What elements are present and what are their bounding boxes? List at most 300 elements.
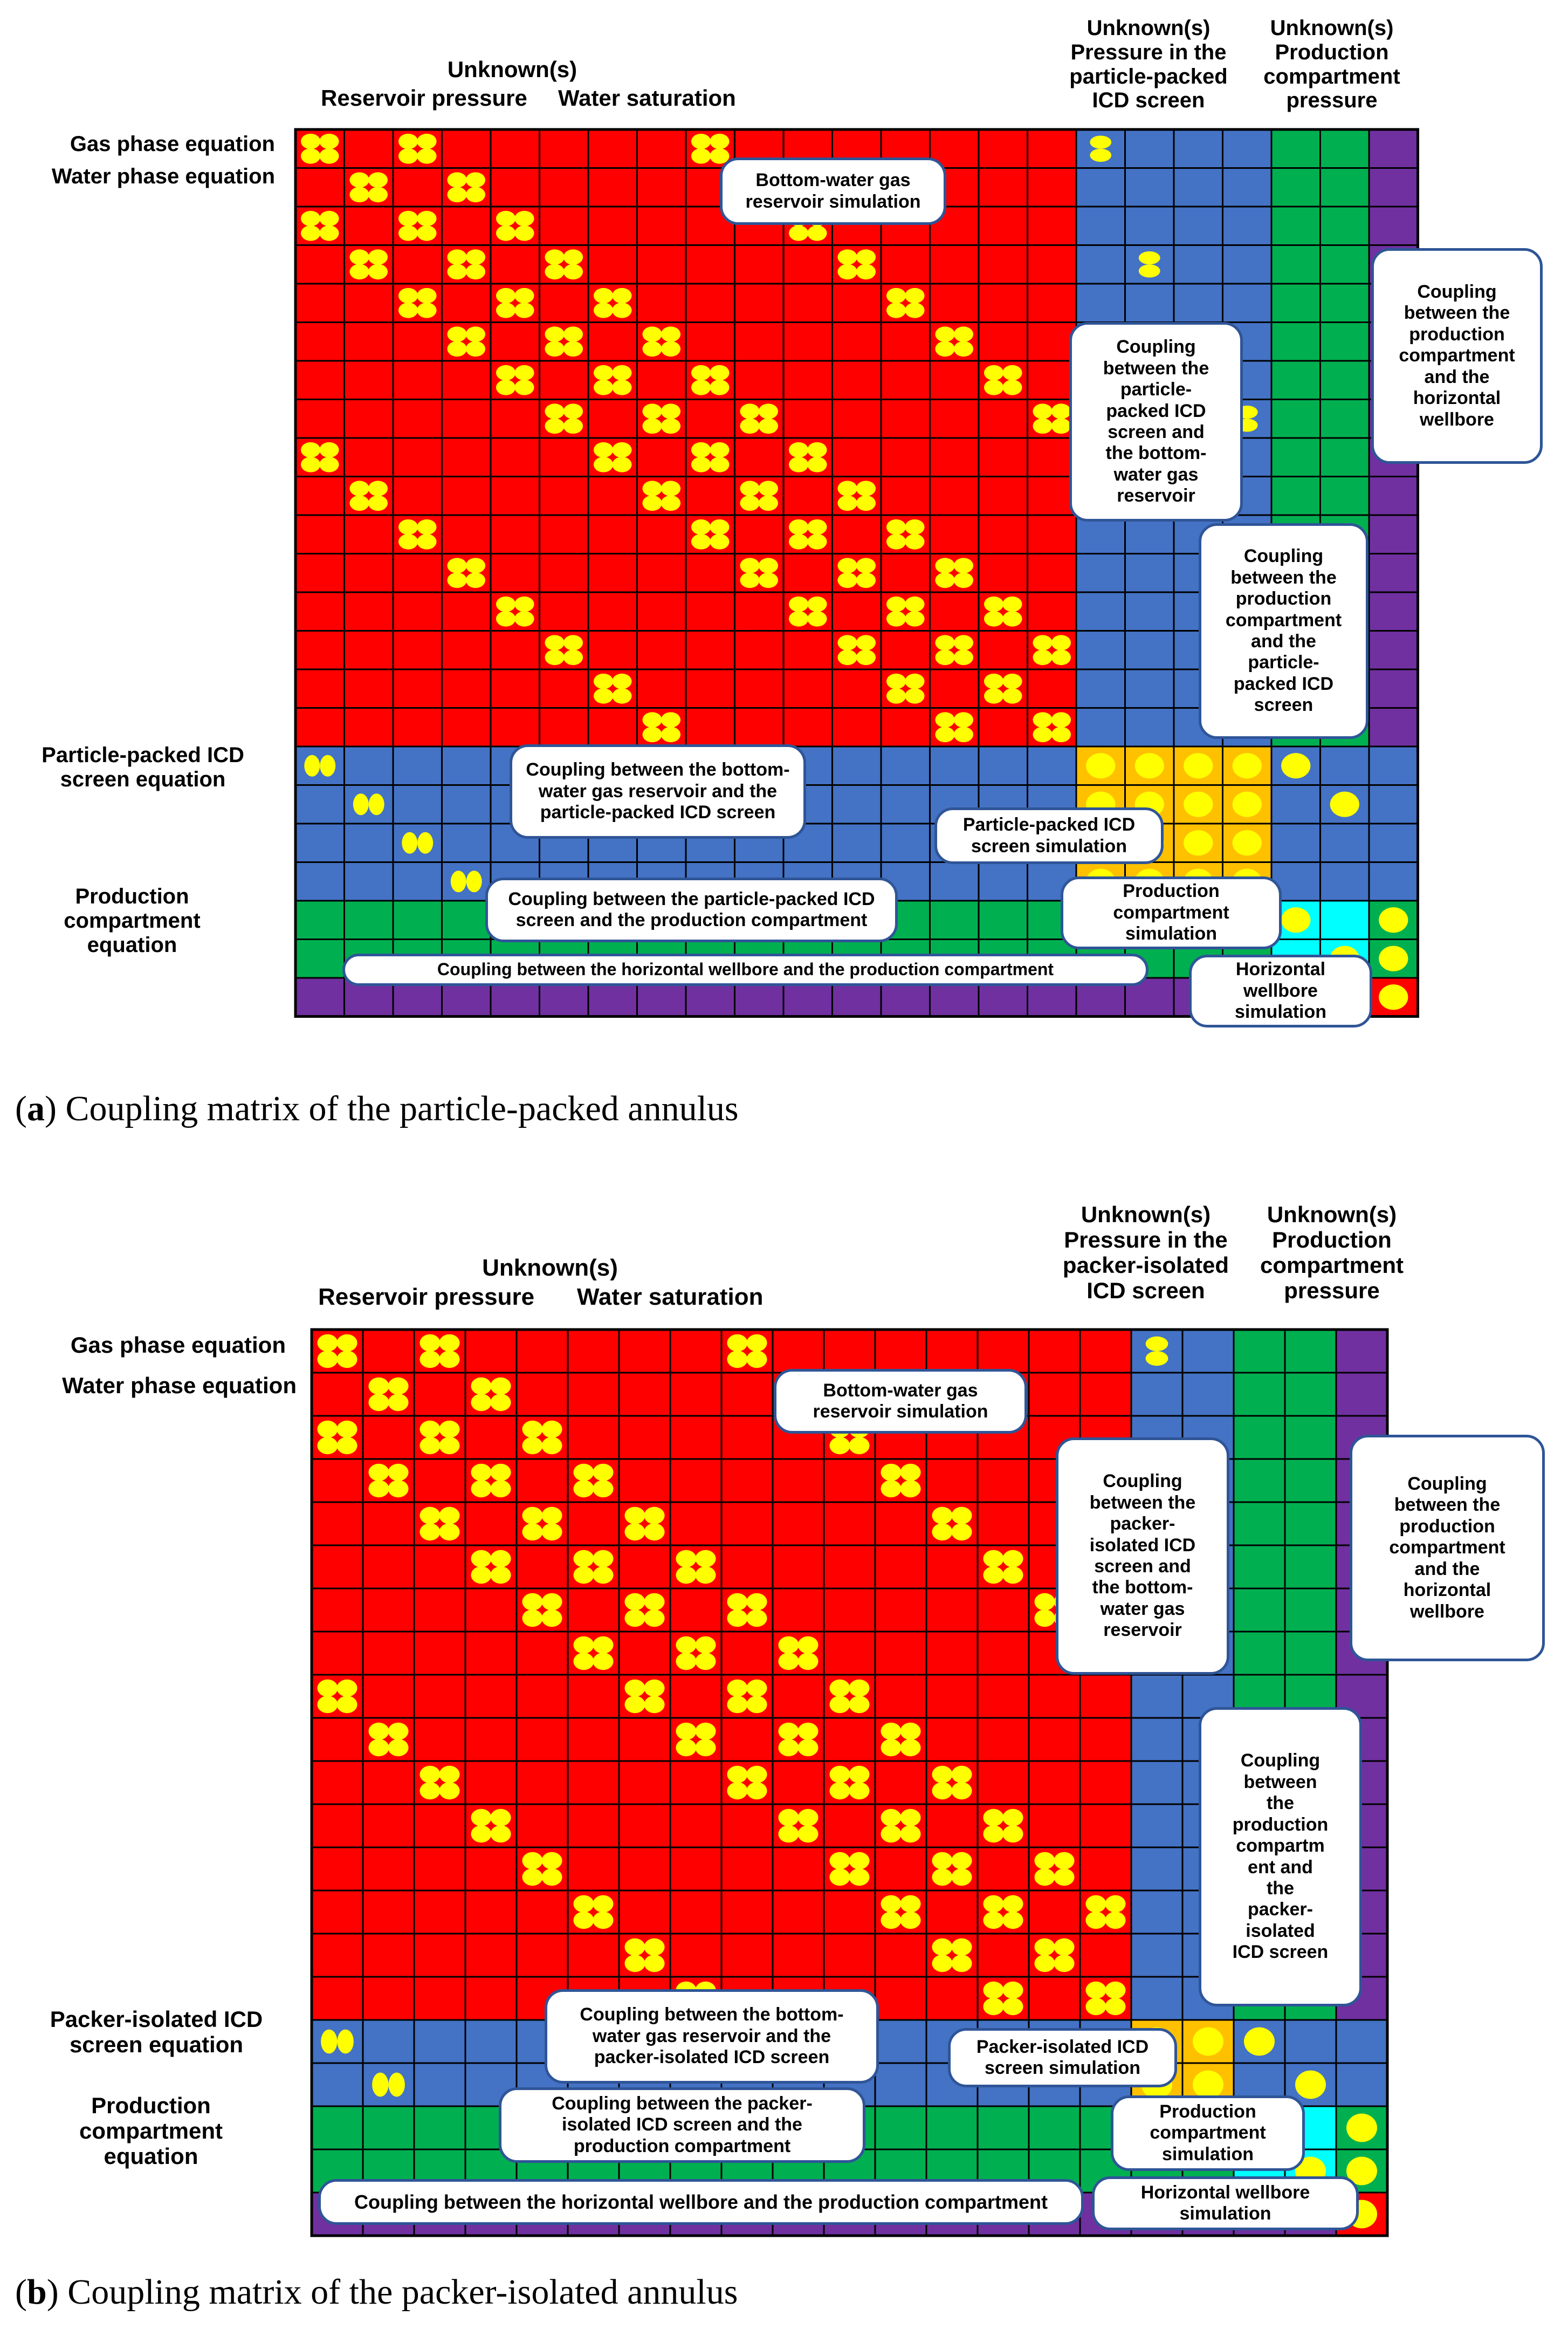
matrix-cell (783, 477, 833, 516)
matrix-cell (875, 1502, 926, 1545)
matrix-cell (824, 1934, 875, 1977)
nonzero-marker (983, 1809, 1003, 1826)
nonzero-marker (491, 1566, 511, 1584)
nonzero-marker (881, 1895, 901, 1913)
matrix-cell (1125, 708, 1174, 747)
matrix-cell (363, 1761, 414, 1804)
nonzero-marker (624, 1507, 645, 1524)
matrix-cell (442, 477, 491, 516)
caption-text-b: Coupling matrix of the packer-isolated annulus (67, 2272, 738, 2312)
matrix-cell (824, 1675, 875, 1718)
nonzero-marker (447, 172, 466, 188)
matrix-cell (588, 207, 637, 245)
matrix-cell (686, 477, 735, 516)
matrix-cell (465, 1761, 517, 1804)
matrix-cell (783, 708, 833, 747)
nonzero-marker (676, 1636, 696, 1654)
matrix-cell (465, 1330, 517, 1373)
matrix-cell (619, 1330, 670, 1373)
matrix-cell (1131, 1804, 1182, 1847)
nonzero-marker (573, 1895, 594, 1913)
nonzero-marker (710, 442, 729, 458)
matrix-cell (1028, 129, 1077, 168)
nonzero-marker (644, 1593, 665, 1611)
nonzero-marker (849, 1437, 870, 1454)
matrix-cell (491, 631, 540, 670)
nonzero-marker (829, 1852, 850, 1869)
nonzero-marker (1034, 1609, 1055, 1627)
nonzero-marker (881, 1825, 901, 1842)
nonzero-marker (798, 1636, 819, 1654)
nonzero-marker (759, 573, 778, 588)
nonzero-marker (691, 442, 711, 458)
matrix-cell (312, 2106, 363, 2149)
nonzero-marker (983, 1825, 1003, 1842)
matrix-cell (783, 438, 833, 477)
matrix-cell (930, 554, 979, 593)
nonzero-marker (691, 365, 711, 381)
matrix-cell (875, 2106, 926, 2149)
nonzero-marker (856, 496, 876, 511)
nonzero-marker (593, 1912, 614, 1929)
matrix-cell (414, 1416, 465, 1459)
nonzero-marker (983, 1895, 1003, 1913)
nonzero-marker (319, 148, 339, 164)
nonzero-marker (1003, 1550, 1023, 1567)
nonzero-marker (759, 496, 778, 511)
nonzero-marker (1003, 1566, 1023, 1584)
nonzero-marker (900, 1912, 921, 1929)
nonzero-marker (1002, 380, 1022, 395)
matrix-cell (442, 323, 491, 361)
nonzero-marker (1244, 2027, 1275, 2056)
nonzero-marker (661, 496, 680, 511)
nonzero-marker (778, 1825, 799, 1842)
matrix-cell (1029, 1330, 1080, 1373)
matrix-cell (875, 1718, 926, 1761)
matrix-cell (1131, 1675, 1182, 1718)
matrix-cell (875, 1761, 926, 1804)
matrix-cell (875, 1330, 926, 1373)
header-water-saturation: Water saturation (558, 85, 736, 111)
matrix-cell (1029, 1718, 1080, 1761)
callout-screen-simulation: Particle-packed ICD screen simulation (934, 807, 1164, 864)
matrix-cell (295, 323, 345, 361)
nonzero-marker (417, 148, 436, 164)
nonzero-marker (807, 534, 827, 550)
matrix-cell (1080, 1977, 1131, 2020)
nonzero-marker (496, 365, 515, 381)
callout-compartment-simulation: Production compartment simulation (1111, 2095, 1305, 2171)
nonzero-marker (368, 1723, 389, 1740)
matrix-cell (588, 477, 637, 516)
matrix-cell (881, 515, 930, 554)
matrix-cell (1369, 746, 1418, 785)
matrix-cell (619, 1934, 670, 1977)
nonzero-marker (829, 1696, 850, 1713)
matrix-cell (833, 477, 882, 516)
matrix-cell (686, 284, 735, 323)
matrix-cell (295, 168, 345, 207)
nonzero-marker (983, 1982, 1003, 1999)
matrix-cell (1223, 284, 1272, 323)
nonzero-marker (954, 573, 973, 588)
matrix-cell (517, 1588, 568, 1632)
matrix-cell (824, 1502, 875, 1545)
nonzero-marker (593, 1464, 614, 1481)
matrix-cell (363, 1588, 414, 1632)
matrix-cell (979, 400, 1028, 439)
matrix-cell (686, 323, 735, 361)
matrix-cell (345, 862, 394, 901)
matrix-cell (637, 245, 686, 284)
nonzero-marker (661, 403, 680, 419)
matrix-cell (442, 901, 491, 940)
nonzero-marker (337, 1334, 357, 1352)
matrix-cell (637, 323, 686, 361)
nonzero-marker (563, 419, 583, 434)
nonzero-marker (935, 635, 954, 650)
matrix-cell (721, 1761, 773, 1804)
nonzero-marker (417, 534, 436, 550)
matrix-cell (465, 1934, 517, 1977)
nonzero-marker (837, 481, 857, 496)
nonzero-marker (417, 288, 436, 304)
matrix-cell (926, 1890, 978, 1934)
matrix-cell (735, 400, 784, 439)
nonzero-marker (984, 597, 1003, 612)
matrix-cell (1369, 669, 1418, 708)
matrix-cell (363, 1632, 414, 1675)
nonzero-marker (1033, 635, 1052, 650)
nonzero-marker (398, 225, 418, 241)
matrix-cell (491, 129, 540, 168)
matrix-cell (1285, 1588, 1336, 1632)
matrix-cell (1080, 1847, 1131, 1890)
matrix-cell (978, 1502, 1029, 1545)
nonzero-marker (759, 419, 778, 434)
nonzero-marker (417, 211, 436, 227)
matrix-cell (517, 1459, 568, 1502)
nonzero-marker (849, 1680, 870, 1697)
nonzero-marker (829, 1766, 850, 1783)
matrix-cell (517, 1632, 568, 1675)
caption-b: (b) Coupling matrix of the packer-isolated annulus (15, 2272, 738, 2312)
nonzero-marker (837, 635, 857, 650)
matrix-cell (568, 1934, 619, 1977)
matrix-cell (442, 245, 491, 284)
nonzero-marker (514, 225, 534, 241)
matrix-cell (1369, 129, 1418, 168)
nonzero-marker (691, 457, 711, 472)
matrix-cell (393, 631, 442, 670)
nonzero-marker (983, 1550, 1003, 1567)
nonzero-marker (642, 326, 662, 342)
caption-letter-b: b (26, 2272, 47, 2312)
matrix-cell (637, 361, 686, 400)
matrix-cell (1336, 1373, 1387, 1416)
nonzero-marker (935, 341, 954, 357)
nonzero-marker (545, 326, 564, 342)
matrix-cell (881, 746, 930, 785)
nonzero-marker (727, 1351, 747, 1368)
matrix-cell (517, 1890, 568, 1934)
nonzero-marker (471, 1394, 491, 1411)
matrix-cell (442, 708, 491, 747)
header-compartment-unknowns: Unknown(s) Production compartment pressure (1263, 16, 1400, 113)
matrix-cell (670, 1416, 721, 1459)
matrix-cell (979, 245, 1028, 284)
matrix-cell (345, 323, 394, 361)
matrix-cell (783, 554, 833, 593)
callout-reservoir-simulation: Bottom-water gas reservoir simulation (720, 157, 946, 225)
matrix-cell (1028, 554, 1077, 593)
matrix-cell (345, 129, 394, 168)
callout-compartment-wellbore-coupling: Coupling between the production compartment and the horizontal wellbore (1371, 248, 1543, 464)
matrix-cell (773, 1330, 824, 1373)
matrix-cell (1028, 207, 1077, 245)
nonzero-marker (419, 1507, 440, 1524)
matrix-cell (1369, 207, 1418, 245)
matrix-cell (686, 515, 735, 554)
matrix-cell (686, 708, 735, 747)
nonzero-marker (368, 1480, 389, 1497)
matrix-cell (1080, 1330, 1131, 1373)
nonzero-marker (644, 1523, 665, 1540)
matrix-cell (1271, 323, 1321, 361)
matrix-cell (1285, 1416, 1336, 1459)
nonzero-marker (691, 534, 711, 550)
matrix-cell (783, 284, 833, 323)
nonzero-marker (900, 1464, 921, 1481)
nonzero-marker (491, 1378, 511, 1395)
nonzero-marker (984, 688, 1003, 704)
matrix-cell (414, 1502, 465, 1545)
matrix-cell (979, 168, 1028, 207)
nonzero-marker (710, 519, 729, 535)
nonzero-marker (856, 635, 876, 650)
nonzero-marker (1184, 792, 1213, 817)
nonzero-marker (301, 225, 320, 241)
nonzero-marker (856, 249, 876, 265)
matrix-cell (414, 1675, 465, 1718)
matrix-cell (1028, 669, 1077, 708)
matrix-cell (588, 361, 637, 400)
nonzero-marker (612, 442, 631, 458)
matrix-cell (721, 1847, 773, 1890)
nonzero-marker (388, 1739, 409, 1756)
nonzero-marker (952, 1868, 972, 1886)
callout-screen-compartment-coupling: Coupling between the packer- isolated ICD screen and the production compartment (499, 2087, 865, 2163)
matrix-cell (540, 631, 589, 670)
nonzero-marker (514, 303, 534, 318)
matrix-cell (295, 669, 345, 708)
matrix-cell (978, 1675, 1029, 1718)
matrix-cell (393, 901, 442, 940)
nonzero-marker (573, 1653, 594, 1670)
nonzero-marker (759, 481, 778, 496)
nonzero-marker (594, 365, 613, 381)
nonzero-marker (727, 1782, 747, 1799)
nonzero-marker (349, 249, 369, 265)
nonzero-marker (417, 832, 433, 854)
matrix-cell (414, 1977, 465, 2020)
matrix-cell (1321, 168, 1370, 207)
matrix-cell (414, 1330, 465, 1373)
matrix-cell (881, 438, 930, 477)
matrix-cell (670, 1459, 721, 1502)
matrix-cell (442, 746, 491, 785)
matrix-cell (1285, 1545, 1336, 1588)
nonzero-marker (881, 1723, 901, 1740)
matrix-cell (783, 245, 833, 284)
matrix-cell (881, 284, 930, 323)
matrix-cell (568, 1847, 619, 1890)
matrix-cell (824, 1330, 875, 1373)
matrix-cell (491, 592, 540, 631)
matrix-cell (926, 1545, 978, 1588)
matrix-cell (833, 245, 882, 284)
nonzero-marker (932, 1766, 952, 1783)
matrix-cell (312, 2063, 363, 2106)
matrix-cell (345, 669, 394, 708)
nonzero-marker (522, 1609, 542, 1627)
nonzero-marker (1233, 830, 1262, 855)
matrix-cell (568, 1416, 619, 1459)
matrix-cell (930, 284, 979, 323)
matrix-cell (1336, 1330, 1387, 1373)
matrix-cell (686, 438, 735, 477)
nonzero-marker (900, 1895, 921, 1913)
nonzero-marker (368, 172, 388, 188)
nonzero-marker (1139, 251, 1160, 264)
matrix-cell (517, 1373, 568, 1416)
matrix-cell (345, 207, 394, 245)
matrix-cell (1029, 1675, 1080, 1718)
matrix-cell (1125, 284, 1174, 323)
matrix-cell (1321, 400, 1370, 439)
matrix-cell (568, 1330, 619, 1373)
matrix-cell (540, 669, 589, 708)
nonzero-marker (594, 674, 613, 689)
matrix-cell (540, 284, 589, 323)
nonzero-marker (1193, 2027, 1223, 2056)
matrix-cell (686, 361, 735, 400)
matrix-cell (930, 592, 979, 631)
nonzero-marker (593, 1653, 614, 1670)
nonzero-marker (368, 496, 388, 511)
nonzero-marker (954, 712, 973, 728)
matrix-cell (491, 245, 540, 284)
nonzero-marker (447, 326, 466, 342)
nonzero-marker (573, 1480, 594, 1497)
callout-wellbore-simulation: Horizontal wellbore simulation (1189, 955, 1372, 1027)
nonzero-marker (727, 1766, 747, 1783)
matrix-cell (312, 1330, 363, 1373)
matrix-cell (979, 669, 1028, 708)
nonzero-marker (676, 1723, 696, 1740)
nonzero-marker (1105, 1895, 1126, 1913)
nonzero-marker (789, 457, 808, 472)
nonzero-marker (317, 1421, 338, 1438)
nonzero-marker (368, 187, 388, 203)
nonzero-marker (807, 442, 827, 458)
nonzero-marker (1054, 1868, 1075, 1886)
matrix-cell (1234, 1545, 1285, 1588)
matrix-cell (491, 438, 540, 477)
nonzero-marker (905, 519, 924, 535)
matrix-cell (393, 400, 442, 439)
matrix-cell (517, 1675, 568, 1718)
nonzero-marker (984, 380, 1003, 395)
callout-screen-compartment-coupling: Coupling between the particle-packed ICD screen and the production compartment (485, 878, 898, 942)
matrix-cell (491, 207, 540, 245)
matrix-cell (1076, 207, 1125, 245)
nonzero-marker (1085, 1998, 1106, 2015)
matrix-cell (926, 1502, 978, 1545)
matrix-cell (930, 400, 979, 439)
matrix-cell (721, 1804, 773, 1847)
nonzero-marker (496, 611, 515, 627)
matrix-cell (735, 245, 784, 284)
matrix-cell (1321, 361, 1370, 400)
nonzero-marker (881, 1809, 901, 1826)
nonzero-marker (1051, 419, 1071, 434)
nonzero-marker (624, 1593, 645, 1611)
matrix-cell (1174, 168, 1223, 207)
matrix-cell (619, 1632, 670, 1675)
nonzero-marker (1281, 753, 1310, 778)
matrix-cell (491, 554, 540, 593)
matrix-cell (881, 245, 930, 284)
nonzero-marker (419, 1351, 440, 1368)
nonzero-marker (471, 1378, 491, 1395)
nonzero-marker (886, 688, 906, 704)
nonzero-marker (727, 1593, 747, 1611)
matrix-cell (1131, 1330, 1182, 1373)
matrix-cell (465, 1977, 517, 2020)
nonzero-marker (935, 558, 954, 573)
nonzero-marker (881, 1480, 901, 1497)
matrix-cell (978, 1545, 1029, 1588)
matrix-cell (442, 284, 491, 323)
nonzero-marker (881, 1912, 901, 1929)
matrix-cell (442, 785, 491, 824)
matrix-cell (637, 438, 686, 477)
matrix-cell (881, 477, 930, 516)
nonzero-marker (319, 211, 339, 227)
nonzero-marker (856, 264, 876, 280)
matrix-cell (1223, 129, 1272, 168)
nonzero-marker (952, 1782, 972, 1799)
matrix-cell (345, 824, 394, 862)
matrix-cell (295, 785, 345, 824)
matrix-cell (637, 129, 686, 168)
matrix-cell (540, 361, 589, 400)
nonzero-marker (905, 303, 924, 318)
matrix-cell (312, 1847, 363, 1890)
nonzero-marker (1086, 753, 1115, 778)
nonzero-marker (984, 365, 1003, 381)
matrix-cell (568, 1459, 619, 1502)
nonzero-marker (856, 573, 876, 588)
matrix-cell (295, 554, 345, 593)
matrix-cell (295, 862, 345, 901)
matrix-cell (637, 168, 686, 207)
matrix-cell (312, 1632, 363, 1675)
nonzero-marker (1051, 712, 1071, 728)
nonzero-marker (983, 1912, 1003, 1929)
